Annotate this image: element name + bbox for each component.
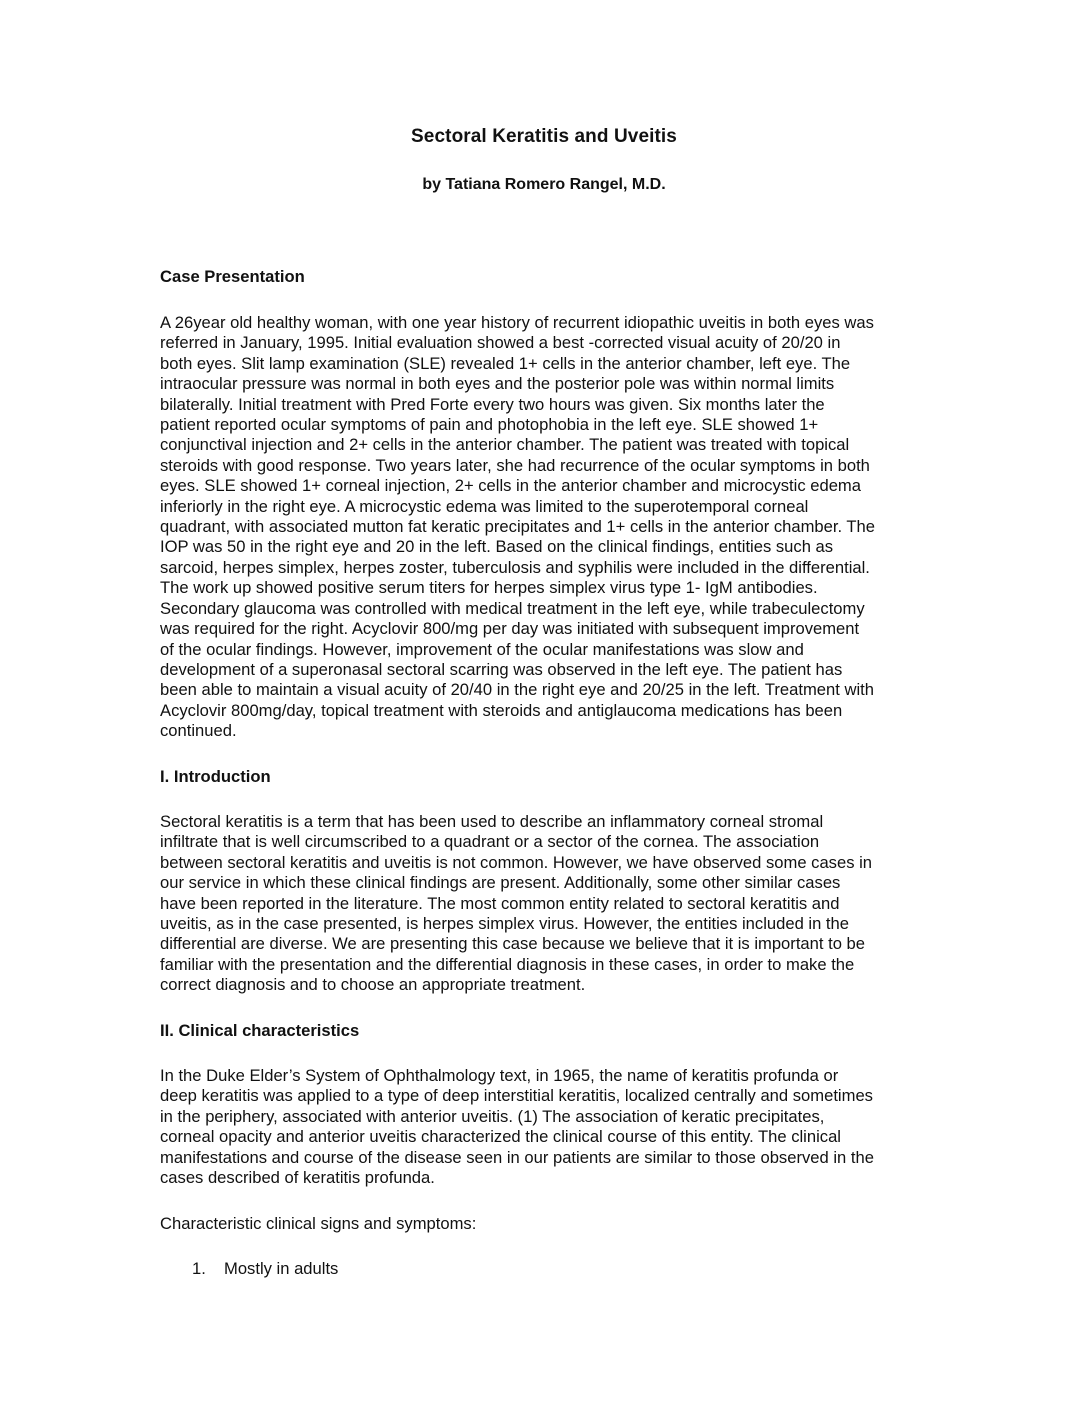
paragraph-line: A 26year old healthy woman, with one year history of recurrent idiopathic uveitis in both eyes was [160, 313, 874, 332]
heading-introduction: I. Introduction [160, 767, 271, 786]
paragraph-line: familiar with the presentation and the differential diagnosis in these cases, in order to make the [160, 954, 855, 974]
paragraph-line: intraocular pressure was normal in both eyes and the posterior pole was within normal limits [160, 374, 835, 394]
paragraph-clinical-characteristics [160, 1066, 935, 1188]
paragraph-introduction [160, 812, 935, 996]
paragraph-line: in the periphery, associated with anterior uveitis. (1) The association of keratic precipitates, [160, 1106, 825, 1126]
paragraph-line: of the ocular findings. However, improvement of the ocular manifestations was slow and [160, 639, 804, 659]
paragraph-line: patient reported ocular symptoms of pain and photophobia in the left eye. SLE showed 1+ [160, 415, 819, 435]
paragraph-line: bilaterally. Initial treatment with Pred Forte every two hours was given. Six months later the [160, 394, 825, 414]
paragraph-case-presentation [160, 313, 935, 742]
list-item-text: Mostly in adults [224, 1259, 339, 1278]
paragraph-line: The work up showed positive serum titers for herpes simplex virus type 1- IgM antibodies. [160, 578, 818, 598]
paragraph-line: differential are diverse. We are presenting this case because we believe that it is important to be [160, 934, 866, 954]
paragraph-line: referred in January, 1995. Initial evaluation showed a best -corrected visual acuity of 20/20 in [160, 333, 841, 353]
paragraph-line: been able to maintain a visual acuity of 20/40 in the right eye and 20/25 in the left. Treatment with [160, 680, 874, 700]
paragraph-line: continued. [160, 721, 237, 741]
heading-case-presentation: Case Presentation [160, 267, 305, 286]
document-author: by Tatiana Romero Rangel, M.D. [422, 176, 666, 193]
paragraph-line: Secondary glaucoma was controlled with medical treatment in the left eye, while trabeculectomy [160, 598, 865, 618]
paragraph-line: cases described of keratitis profunda. [160, 1168, 435, 1188]
paragraph-line: correct diagnosis and to choose an appropriate treatment. [160, 975, 586, 995]
paragraph-line: Acyclovir 800mg/day, topical treatment with steroids and antiglaucoma medications has been [160, 700, 843, 720]
paragraph-line: our service in which these clinical findings are present. Additionally, some other similar cases [160, 873, 841, 893]
list-item-number: 1. [192, 1259, 206, 1278]
paragraph-line: inferiorly in the right eye. A microcystic edema was limited to the superotemporal corneal [160, 496, 809, 516]
paragraph-line: both eyes. Slit lamp examination (SLE) revealed 1+ cells in the anterior chamber, left eye. The [160, 353, 851, 373]
paragraph-line: quadrant, with associated mutton fat keratic precipitates and 1+ cells in the anterior chamber. The [160, 517, 876, 537]
paragraph-line: uveitis, as in the case presented, is herpes simplex virus. However, the entities included in the [160, 914, 849, 934]
paragraph-line: In the Duke Elder’s System of Ophthalmology text, in 1965, the name of keratitis profunda or [160, 1066, 839, 1085]
paragraph-line: Sectoral keratitis is a term that has been used to describe an inflammatory corneal stromal [160, 812, 824, 831]
paragraph-line: conjunctival injection and 2+ cells in the anterior chamber. The patient was treated with topical [160, 435, 850, 455]
paragraph-line: manifestations and course of the disease seen in our patients are similar to those observed in the [160, 1147, 874, 1167]
list-item [192, 1259, 338, 1279]
signs-intro: Characteristic clinical signs and symptoms: [160, 1214, 477, 1233]
paragraph-line: between sectoral keratitis and uveitis is not common. However, we have observed some cases in [160, 852, 873, 872]
paragraph-line: corneal opacity and anterior uveitis characterized the clinical course of this entity. The clinical [160, 1127, 841, 1147]
paragraph-line: have been reported in the literature. The most common entity related to sectoral keratitis and [160, 893, 840, 913]
paragraph-line: sarcoid, herpes simplex, herpes zoster, tuberculosis and syphilis were included in the differential. [160, 557, 870, 577]
heading-clinical-characteristics: II. Clinical characteristics [160, 1021, 360, 1040]
paragraph-line: deep keratitis was applied to a type of deep interstitial keratitis, localized centrally and sometimes [160, 1086, 873, 1106]
paragraph-line: infiltrate that is well circumscribed to a quadrant or a sector of the cornea. The association [160, 832, 820, 852]
document-title: Sectoral Keratitis and Uveitis [411, 126, 677, 147]
paragraph-line: development of a superonasal sectoral scarring was observed in the left eye. The patient has [160, 659, 843, 679]
paragraph-line: eyes. SLE showed 1+ corneal injection, 2+ cells in the anterior chamber and microcystic edema [160, 476, 861, 496]
paragraph-line: IOP was 50 in the right eye and 20 in the left. Based on the clinical findings, entities such as [160, 537, 834, 557]
paragraph-line: steroids with good response. Two years later, she had recurrence of the ocular symptoms in both [160, 455, 870, 475]
paragraph-line: was required for the right. Acyclovir 800/mg per day was initiated with subsequent improvement [160, 619, 860, 639]
